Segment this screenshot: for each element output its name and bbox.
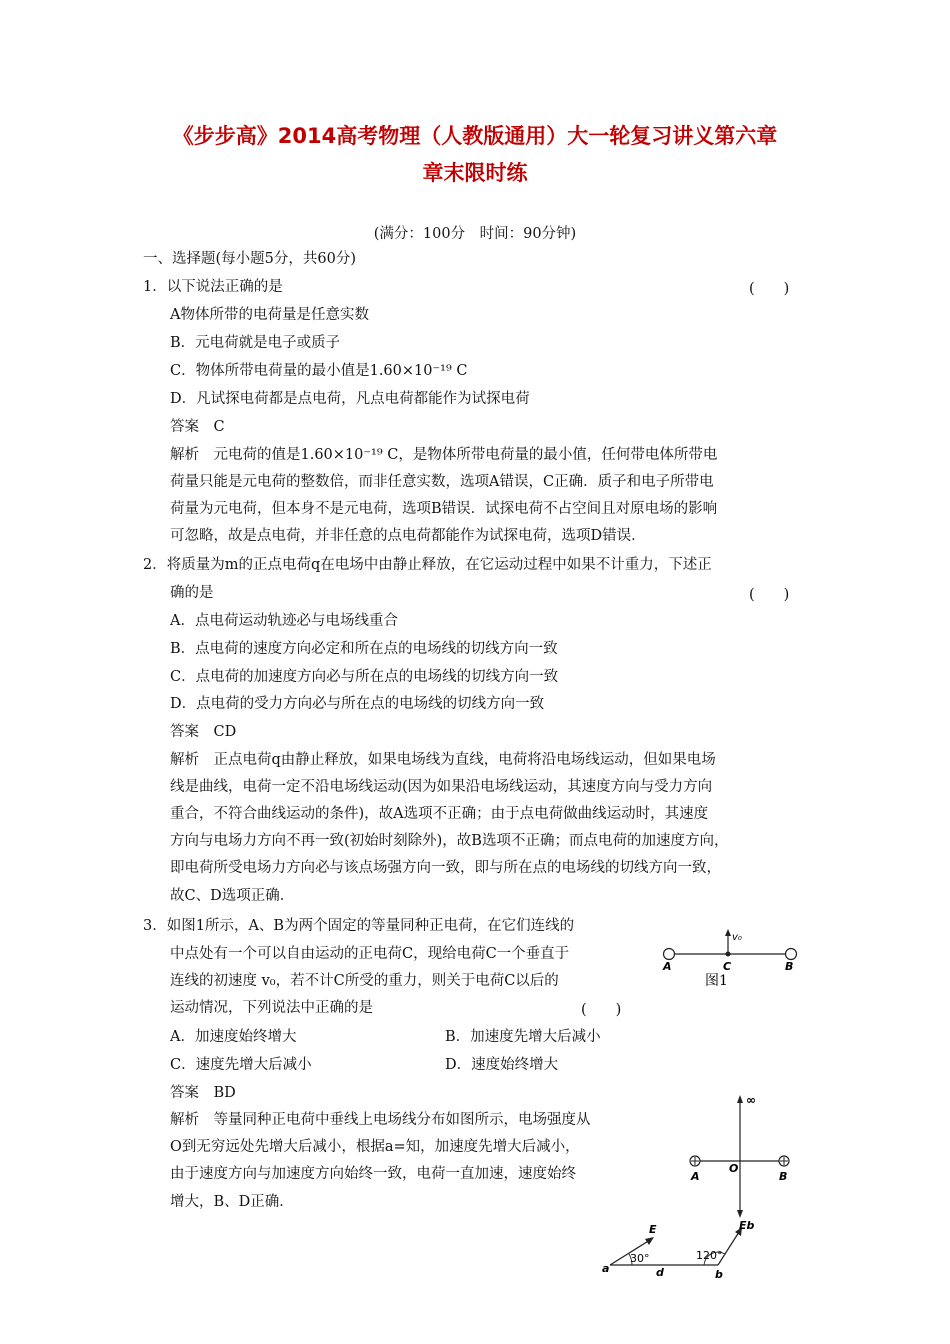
section-heading: 一、选择题(每小题5分，共60分) [143, 251, 356, 267]
q1-answer: 答案 C [170, 419, 225, 435]
q2-option-b: B．点电荷的速度方向必定和所在点的电场线的切线方向一致 [170, 641, 558, 657]
q2-analysis-line: 即电荷所受电场力方向必与该点场强方向一致，即与所在点的电场线的切线方向一致， [170, 860, 721, 876]
fig2-b-label: B [779, 1170, 788, 1183]
fig3-angle-30: 30° [630, 1252, 650, 1265]
q1-analysis-line: 解析 元电荷的值是1.60×10⁻¹⁹ C，是物体所带电荷量的最小值，任何带电体所带电 [170, 447, 718, 463]
q3-analysis-line: 解析 等量同种正电荷中垂线上电场线分布如图所示，电场强度从 [170, 1112, 591, 1128]
q2-analysis-line: 线是曲线，电荷一定不沿电场线运动(因为如果沿电场线运动，其速度方向与受力方向 [170, 779, 713, 795]
fig2-o-label: O [729, 1162, 739, 1175]
fig1-v0-label: v₀ [732, 932, 742, 943]
q1-option-c: C．物体所带电荷量的最小值是1.60×10⁻¹⁹ C [170, 363, 468, 379]
q1-stem: 1．以下说法正确的是 [143, 279, 283, 295]
fig3-eb-label: Eb [739, 1219, 755, 1232]
q3-option-b: B．加速度先增大后减小 [445, 1029, 601, 1045]
q3-option-c: C．速度先增大后减小 [170, 1057, 312, 1073]
document-title-line1: 《步步高》2014高考物理（人教版通用）大一轮复习讲义第六章 [172, 124, 778, 148]
q1-answer-blank: ( ) [749, 281, 790, 297]
q3-analysis-line: O到无穷远处先增大后减小，根据a=知，加速度先增大后减小， [170, 1139, 580, 1155]
fig3-angle-120: 120° [696, 1249, 723, 1262]
q1-option-d: D．凡试探电荷都是点电荷，凡点电荷都能作为试探电荷 [170, 391, 530, 407]
q1-analysis-line: 荷量只能是元电荷的整数倍，而非任意实数，选项A错误，C正确．质子和电子所带电 [170, 474, 714, 490]
q2-option-a: A．点电荷运动轨迹必与电场线重合 [170, 613, 398, 629]
q2-option-c: C．点电荷的加速度方向必与所在点的电场线的切线方向一致 [170, 669, 559, 685]
q2-answer-blank: ( ) [749, 587, 790, 603]
fig3-b-label: b [715, 1268, 723, 1280]
q3-option-d: D．速度始终增大 [445, 1057, 559, 1073]
fig3-e-label: E [649, 1223, 657, 1236]
fig2-a-label: A [691, 1170, 700, 1183]
figure-2-field-lines [680, 1090, 800, 1220]
q3-option-a: A．加速度始终增大 [170, 1029, 297, 1045]
q1-option-a: A物体所带的电荷量是任意实数 [170, 307, 369, 323]
q1-analysis-line: 可忽略，故是点电荷，并非任意的点电荷都能作为试探电荷，选项D错误． [170, 528, 646, 544]
fig1-b-label: B [785, 960, 794, 973]
q3-stem-line: 运动情况，下列说法中正确的是 [170, 1000, 373, 1016]
q2-analysis-line: 故C、D选项正确． [170, 888, 295, 904]
figure-1 [655, 925, 805, 995]
q2-analysis-line: 重合，不符合曲线运动的条件)，故A选项不正确；由于点电荷做曲线运动时，其速度 [170, 806, 709, 822]
q2-option-d: D．点电荷的受力方向必与所在点的电场线的切线方向一致 [170, 696, 545, 712]
q3-stem-line: 中点处有一个可以自由运动的正电荷C，现给电荷C一个垂直于 [170, 946, 570, 962]
figure-3-field-vectors [598, 1218, 768, 1280]
fig2-infinity-label: ∞ [746, 1093, 756, 1107]
fig1-a-label: A [663, 960, 672, 973]
q2-stem-line2: 确的是 [170, 585, 214, 601]
q3-answer: 答案 BD [170, 1085, 236, 1101]
fig1-caption: 图1 [705, 973, 728, 989]
q3-stem-line: 连线的初速度 v₀，若不计C所受的重力，则关于电荷C以后的 [170, 973, 559, 989]
document-title-line2: 章末限时练 [422, 161, 528, 185]
q3-analysis-line: 由于速度方向与加速度方向始终一致，电荷一直加速，速度始终 [170, 1166, 576, 1182]
fig3-a-label: a [602, 1262, 610, 1275]
fig1-c-label: C [723, 960, 732, 973]
q3-stem-line: 3．如图1所示，A、B为两个固定的等量同种正电荷，在它们连线的 [143, 918, 575, 934]
q2-answer: 答案 CD [170, 724, 237, 740]
q2-analysis-line: 方向与电场力方向不再一致(初始时刻除外)，故B选项不正确；而点电荷的加速度方向， [170, 833, 729, 849]
exam-meta: (满分：100分 时间：90分钟) [373, 226, 577, 242]
q2-analysis-line: 解析 正点电荷q由静止释放，如果电场线为直线，电荷将沿电场线运动，但如果电场 [170, 752, 716, 768]
q3-answer-blank: ( ) [581, 1002, 622, 1018]
fig3-d-label: d [656, 1266, 664, 1279]
q1-option-b: B．元电荷就是电子或质子 [170, 335, 341, 351]
q3-analysis-line: 增大，B、D正确． [170, 1194, 294, 1210]
q1-analysis-line: 荷量为元电荷，但本身不是元电荷，选项B错误．试探电荷不占空间且对原电场的影响 [170, 501, 718, 517]
q2-stem-line1: 2．将质量为m的正点电荷q在电场中由静止释放，在它运动过程中如果不计重力，下述正 [143, 557, 712, 573]
